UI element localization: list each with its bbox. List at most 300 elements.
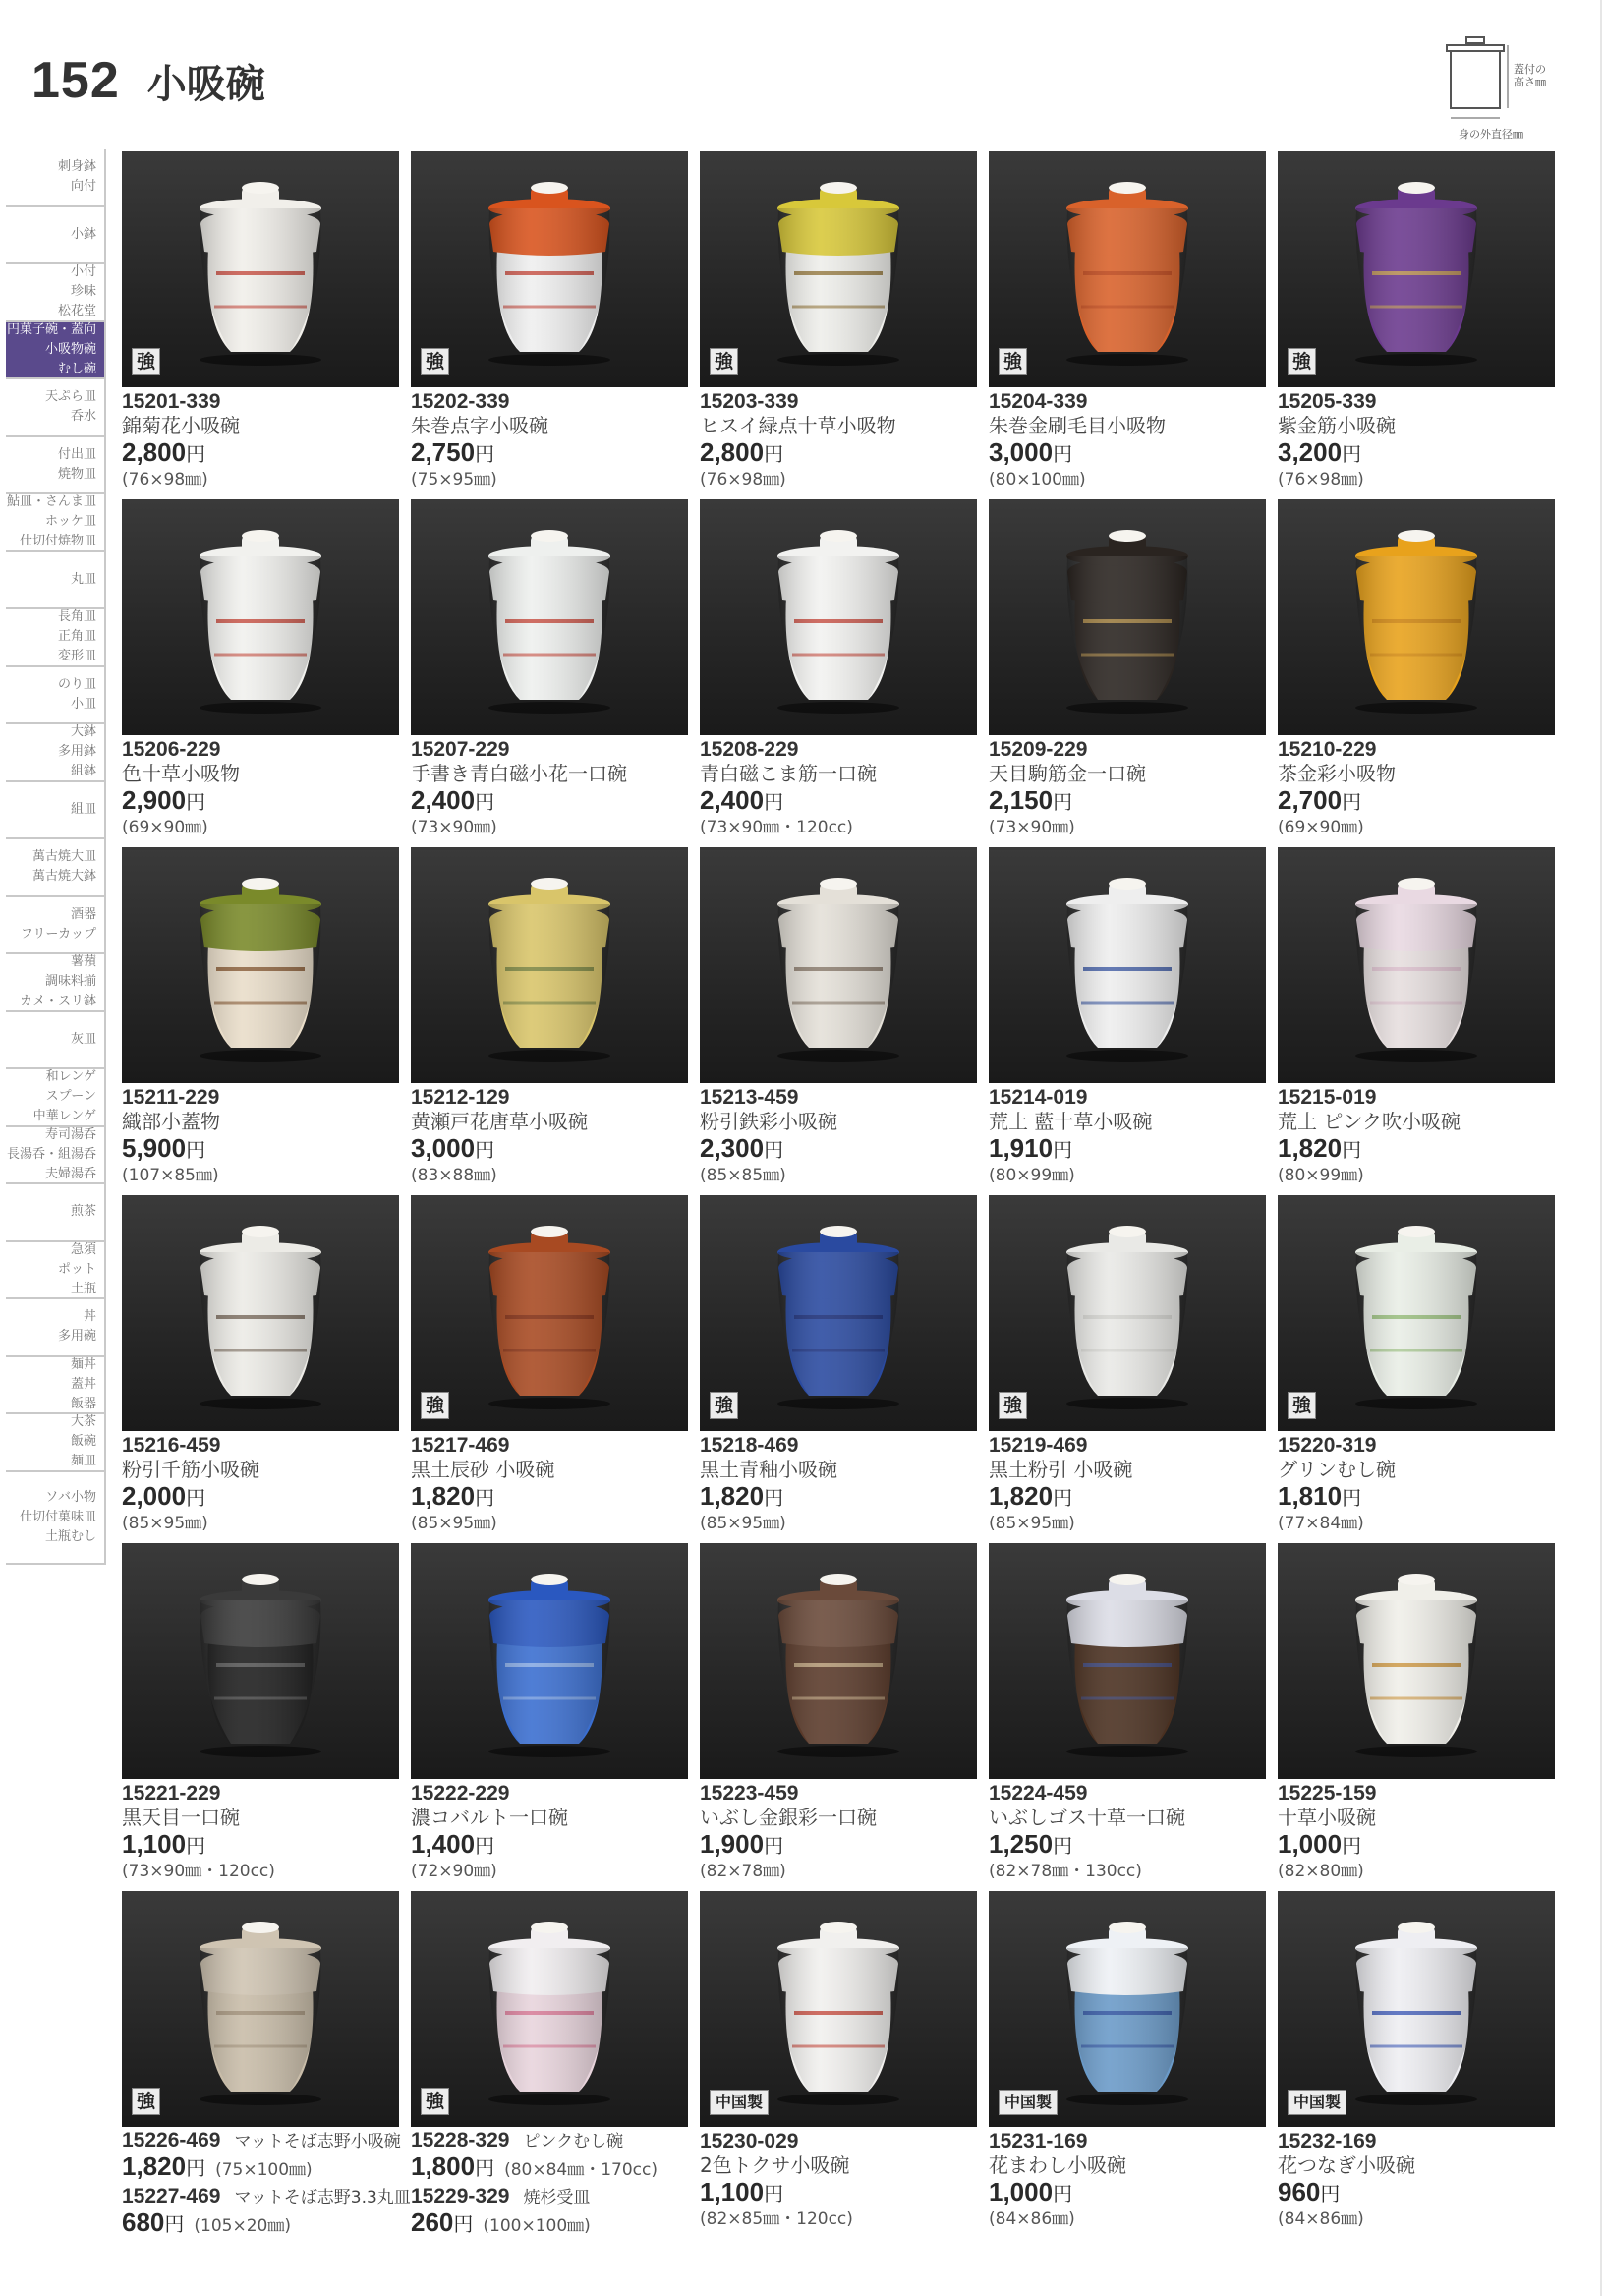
product-card[interactable] (989, 151, 1266, 490)
product-vessel (1343, 527, 1490, 718)
product-dimensions: (72×90㎜) (411, 1862, 497, 1881)
product-code: 15223-459 (700, 1782, 799, 1805)
product-photo[interactable] (1278, 1543, 1555, 1779)
lidded-bowl-image (1343, 1571, 1490, 1757)
sidebar-category[interactable] (6, 207, 106, 265)
product-dimensions: (85×95㎜) (122, 1514, 208, 1533)
currency-unit: 円 (1053, 792, 1073, 814)
lidded-bowl-image (1343, 527, 1490, 714)
product-card[interactable] (700, 847, 977, 1186)
product-card[interactable] (411, 1195, 688, 1534)
product-photo[interactable] (1278, 1891, 1555, 2127)
product-photo[interactable] (700, 499, 977, 735)
product-card[interactable] (700, 1891, 977, 2230)
product-photo[interactable] (1278, 499, 1555, 735)
product-code: 15224-459 (989, 1782, 1088, 1805)
currency-unit: 円 (764, 1140, 784, 1162)
product-line (411, 2127, 688, 2152)
product-dimensions: (82×78㎜) (700, 1862, 786, 1881)
product-code: 15232-169 (1278, 2130, 1377, 2152)
sidebar-category[interactable] (6, 954, 106, 1012)
product-card[interactable] (1278, 499, 1555, 838)
product-card[interactable] (700, 1543, 977, 1882)
product-price (700, 2178, 977, 2209)
lidded-bowl-image (476, 1919, 623, 2105)
product-card[interactable] (411, 847, 688, 1186)
product-dimensions: (73×90㎜) (411, 818, 497, 837)
sidebar-category-label: 組皿 (70, 801, 96, 817)
product-price (1278, 438, 1555, 469)
product-photo[interactable] (989, 1195, 1266, 1431)
product-name: 朱巻点字小吸碗 (411, 414, 548, 437)
product-card-set[interactable] (122, 1891, 411, 2239)
product-card[interactable] (989, 1891, 1266, 2230)
price-value: 2,900 (122, 785, 187, 815)
product-price-line (122, 2209, 399, 2239)
price-value: 2,750 (411, 437, 476, 467)
currency-unit: 円 (164, 2214, 185, 2236)
legend-diameter-label: 身の外直径㎜ (1459, 128, 1523, 141)
product-name: 花つなぎ小吸碗 (1278, 2153, 1415, 2177)
product-dimensions: (85×95㎜) (989, 1514, 1075, 1533)
product-card[interactable] (122, 1195, 399, 1534)
product-price (989, 1830, 1266, 1861)
product-price (700, 438, 977, 469)
product-dimensions: (84×86㎜) (1278, 2210, 1364, 2229)
sidebar-category[interactable] (6, 552, 106, 610)
lidded-bowl-image (1054, 1571, 1201, 1757)
product-price (411, 786, 688, 817)
product-photo[interactable] (122, 1195, 399, 1431)
price-value: 3,000 (411, 1133, 476, 1163)
product-name: 手書き青白磁小花一口碗 (411, 762, 627, 785)
currency-unit: 円 (186, 792, 206, 814)
currency-unit: 円 (1320, 2184, 1341, 2206)
lidded-bowl-image (476, 179, 623, 366)
price-value: 1,810 (1278, 1481, 1343, 1511)
product-vessel (476, 1571, 623, 1761)
product-name: ヒスイ緑点十草小吸物 (700, 414, 896, 437)
sidebar-category[interactable] (6, 1069, 106, 1127)
sidebar-category[interactable] (6, 1012, 106, 1070)
product-photo[interactable] (122, 847, 399, 1083)
lidded-bowl-image (765, 179, 912, 366)
product-photo[interactable] (411, 499, 688, 735)
product-dimensions: (76×98㎜) (122, 470, 208, 489)
product-photo[interactable] (122, 151, 399, 387)
product-vessel (187, 1571, 334, 1761)
product-card[interactable] (122, 847, 399, 1186)
product-card[interactable] (989, 1195, 1266, 1534)
sidebar-category[interactable] (6, 1242, 106, 1300)
sidebar-category-label: 大茶 飯碗 麺皿 (70, 1414, 96, 1469)
price-value: 1,000 (989, 2177, 1054, 2207)
product-photo[interactable] (411, 151, 688, 387)
product-vessel (476, 875, 623, 1065)
sidebar-category[interactable] (6, 322, 106, 380)
product-vessel (765, 1223, 912, 1413)
made-in-china-badge: 中国製 (710, 2090, 769, 2115)
sidebar-category-label: 和レンゲ スプーン 中華レンゲ (32, 1069, 96, 1124)
product-photo[interactable] (411, 1891, 688, 2127)
product-code: 15222-229 (411, 1782, 510, 1805)
product-code: 15221-229 (122, 1782, 221, 1805)
product-photo[interactable] (700, 1891, 977, 2127)
product-name: 天目駒筋金一口碗 (989, 762, 1146, 785)
page-title: 小吸碗 (146, 62, 265, 107)
lidded-bowl-image (1054, 527, 1201, 714)
price-value: 2,150 (989, 785, 1054, 815)
sidebar-category[interactable] (6, 1472, 106, 1565)
product-photo[interactable] (700, 1543, 977, 1779)
currency-unit: 円 (1053, 1488, 1073, 1510)
product-code: 15206-229 (122, 738, 221, 761)
product-line (122, 2127, 399, 2152)
product-code: 15220-319 (1278, 1434, 1377, 1457)
product-name: 粉引千筋小吸碗 (122, 1458, 259, 1481)
product-price (700, 1830, 977, 1861)
currency-unit: 円 (475, 1488, 495, 1510)
product-code: 15208-229 (700, 738, 799, 761)
product-vessel (187, 179, 334, 370)
product-price (122, 438, 399, 469)
sidebar-category-label: 丼 多用碗 (57, 1309, 96, 1345)
price-value: 2,400 (700, 785, 765, 815)
lidded-bowl-image (187, 527, 334, 714)
strength-badge: 強 (1288, 1392, 1316, 1419)
price-value: 2,300 (700, 1133, 765, 1163)
lidded-bowl-image (476, 1223, 623, 1409)
product-name: 黒土辰砂 小吸碗 (411, 1458, 555, 1481)
product-price (1278, 2178, 1555, 2209)
product-price-line (411, 2152, 688, 2183)
strength-badge: 強 (132, 348, 160, 375)
strength-badge: 強 (132, 2088, 160, 2115)
product-code: 15212-129 (411, 1086, 510, 1109)
product-vessel (1054, 1223, 1201, 1413)
price-value: 1,910 (989, 1133, 1054, 1163)
product-name: 青白磁こま筋一口碗 (700, 762, 877, 785)
lidded-bowl-image (765, 527, 912, 714)
lidded-bowl-image (1054, 1919, 1201, 2105)
product-photo[interactable] (1278, 1195, 1555, 1431)
product-price (411, 1134, 688, 1165)
product-dimensions: (80×100㎜) (989, 470, 1086, 489)
price-value: 1,820 (411, 1481, 476, 1511)
page-number: 152 (31, 52, 120, 109)
product-name: 粉引鉄彩小吸碗 (700, 1110, 837, 1133)
currency-unit: 円 (186, 1140, 206, 1162)
sidebar-category[interactable] (6, 1127, 106, 1185)
product-vessel (765, 179, 912, 370)
product-photo[interactable] (1278, 151, 1555, 387)
product-card[interactable] (411, 1543, 688, 1882)
product-vessel (476, 1919, 623, 2109)
product-photo[interactable] (989, 847, 1266, 1083)
price-value: 1,000 (1278, 1829, 1343, 1859)
sidebar-category[interactable] (6, 379, 106, 437)
sidebar-category[interactable] (6, 149, 106, 207)
product-name: 花まわし小吸碗 (989, 2153, 1126, 2177)
price-value: 1,250 (989, 1829, 1054, 1859)
product-dimensions: (85×95㎜) (700, 1514, 786, 1533)
sidebar-category[interactable] (6, 1184, 106, 1242)
product-vessel (476, 527, 623, 718)
product-dimensions: (76×98㎜) (1278, 470, 1364, 489)
product-photo[interactable] (989, 151, 1266, 387)
page-edge-divider (1600, 0, 1602, 2296)
product-name: マットそば志野3.3丸皿 (234, 2188, 411, 2208)
product-code: 15216-459 (122, 1434, 221, 1457)
product-price (700, 1482, 977, 1513)
strength-badge: 強 (421, 1392, 449, 1419)
price-value: 3,000 (989, 437, 1054, 467)
product-card[interactable] (122, 1543, 399, 1882)
sidebar-category-label: 大鉢 多用鉢 組鉢 (57, 724, 96, 779)
product-vessel (1054, 875, 1201, 1065)
product-dimensions: (76×98㎜) (700, 470, 786, 489)
sidebar-category[interactable] (6, 839, 106, 897)
product-price (1278, 1134, 1555, 1165)
sidebar-category-label: 刺身鉢 向付 (57, 159, 96, 195)
product-card[interactable] (700, 1195, 977, 1534)
product-price (1278, 1830, 1555, 1861)
sidebar-category-label: 薯蕷 調味料揃 カメ・スリ鉢 (19, 954, 96, 1009)
price-value: 1,820 (122, 2152, 187, 2181)
lidded-bowl-image (1054, 875, 1201, 1062)
product-dimensions: (82×78㎜・130cc) (989, 1862, 1142, 1881)
product-name: 焼杉受皿 (523, 2188, 591, 2208)
product-price (411, 1830, 688, 1861)
product-card[interactable] (1278, 151, 1555, 490)
product-photo[interactable] (122, 1891, 399, 2127)
product-photo[interactable] (411, 1543, 688, 1779)
product-card[interactable] (1278, 847, 1555, 1186)
product-card-set[interactable] (411, 1891, 688, 2239)
product-photo[interactable] (700, 151, 977, 387)
sidebar-category-label: 天ぷら皿 呑水 (44, 389, 96, 425)
product-dimensions: (83×88㎜) (411, 1166, 497, 1185)
lidded-bowl-image (187, 1223, 334, 1409)
product-code: 15218-469 (700, 1434, 799, 1457)
product-vessel (187, 1919, 334, 2109)
made-in-china-badge: 中国製 (1288, 2090, 1346, 2115)
sidebar-category[interactable] (6, 724, 106, 782)
product-code: 15227-469 (122, 2185, 221, 2208)
product-vessel (1343, 1223, 1490, 1413)
product-code: 15202-339 (411, 390, 510, 413)
sidebar-category-label: 丸皿 (70, 571, 96, 587)
product-photo[interactable] (411, 847, 688, 1083)
product-code: 15230-029 (700, 2130, 799, 2152)
currency-unit: 円 (1342, 1140, 1362, 1162)
sidebar-category-label: 付出皿 焼物皿 (57, 446, 96, 482)
sidebar-category-label: 急須 ポット 土瓶 (57, 1241, 96, 1296)
product-photo[interactable] (989, 1543, 1266, 1779)
sidebar-category[interactable] (6, 264, 106, 322)
product-code: 15217-469 (411, 1434, 510, 1457)
product-photo[interactable] (989, 1891, 1266, 2127)
product-line (411, 2183, 688, 2209)
legend-height-label: 蓋付の 高さ㎜ (1514, 63, 1546, 88)
currency-unit: 円 (764, 1488, 784, 1510)
product-dimensions: (80×99㎜) (1278, 1166, 1364, 1185)
product-price (989, 786, 1266, 817)
size-legend (1437, 33, 1584, 142)
price-value: 960 (1278, 2177, 1321, 2207)
product-dimensions: (73×90㎜・120cc) (122, 1862, 275, 1881)
product-card[interactable] (989, 499, 1266, 838)
product-name: 色十草小吸物 (122, 762, 240, 785)
lidded-bowl-image (476, 527, 623, 714)
product-vessel (1343, 875, 1490, 1065)
product-card[interactable] (1278, 1195, 1555, 1534)
sidebar-category[interactable] (6, 1357, 106, 1415)
product-card[interactable] (122, 151, 399, 490)
currency-unit: 円 (475, 792, 495, 814)
price-value: 2,800 (122, 437, 187, 467)
product-dimensions: (85×85㎜) (700, 1166, 786, 1185)
sidebar-category-label: 鮎皿・さんま皿 ホッケ皿 仕切付焼物皿 (6, 494, 96, 549)
product-name: ピンクむし碗 (523, 2132, 624, 2152)
strength-badge: 強 (710, 1392, 738, 1419)
sidebar-category-label: 酒器 フリーカップ (20, 906, 96, 942)
price-value: 1,800 (411, 2152, 476, 2181)
product-vessel (765, 527, 912, 718)
product-dimensions: (85×95㎜) (411, 1514, 497, 1533)
product-photo[interactable] (411, 1195, 688, 1431)
product-price (411, 2208, 473, 2237)
currency-unit: 円 (1342, 1488, 1362, 1510)
currency-unit: 円 (186, 444, 206, 466)
product-code: 15215-019 (1278, 1086, 1377, 1109)
product-code: 15214-019 (989, 1086, 1088, 1109)
product-price (700, 1134, 977, 1165)
product-photo[interactable] (122, 499, 399, 735)
lidded-bowl-image (765, 1919, 912, 2105)
product-vessel (1343, 179, 1490, 370)
made-in-china-badge: 中国製 (999, 2090, 1058, 2115)
lidded-bowl-image (1343, 179, 1490, 366)
product-vessel (1054, 179, 1201, 370)
price-value: 1,900 (700, 1829, 765, 1859)
product-price (122, 2208, 184, 2237)
currency-unit: 円 (475, 444, 495, 466)
price-value: 260 (411, 2208, 454, 2237)
sidebar-category[interactable] (6, 1299, 106, 1357)
product-photo[interactable] (700, 847, 977, 1083)
currency-unit: 円 (186, 1836, 206, 1858)
product-price (411, 2152, 494, 2181)
product-card[interactable] (989, 1543, 1266, 1882)
sidebar-category[interactable] (6, 494, 106, 552)
product-card[interactable] (989, 847, 1266, 1186)
product-vessel (1343, 1919, 1490, 2109)
sidebar-category-label: 煎茶 (70, 1204, 96, 1220)
currency-unit: 円 (1053, 1140, 1073, 1162)
lidded-bowl-image (187, 179, 334, 366)
product-name: マットそば志野小吸碗 (234, 2132, 401, 2152)
sidebar-category-label: 寿司湯呑 長湯呑・組湯呑 夫婦湯呑 (6, 1126, 96, 1181)
sidebar-category[interactable] (6, 1414, 106, 1472)
product-vessel (765, 1571, 912, 1761)
product-card[interactable] (122, 499, 399, 838)
product-code: 15204-339 (989, 390, 1088, 413)
product-photo[interactable] (700, 1195, 977, 1431)
sidebar-category[interactable] (6, 782, 106, 840)
product-dimensions: (73×90㎜) (989, 818, 1075, 837)
lidded-bowl-image (1343, 1223, 1490, 1409)
product-name: 紫金筋小吸碗 (1278, 414, 1396, 437)
product-name: 錦菊花小吸碗 (122, 414, 240, 437)
lidded-bowl-image (1054, 179, 1201, 366)
product-price (122, 1134, 399, 1165)
product-card[interactable] (700, 151, 977, 490)
product-code: 15207-229 (411, 738, 510, 761)
product-name: 朱巻金刷毛目小吸物 (989, 414, 1166, 437)
product-code: 15226-469 (122, 2129, 221, 2152)
product-name: 2色トクサ小吸碗 (700, 2153, 850, 2177)
price-value: 2,000 (122, 1481, 187, 1511)
product-price (122, 786, 399, 817)
product-dimensions: (69×90㎜) (1278, 818, 1364, 837)
currency-unit: 円 (475, 2158, 495, 2180)
product-code: 15201-339 (122, 390, 221, 413)
product-dimensions: (105×20㎜) (194, 2216, 291, 2236)
product-photo[interactable] (989, 499, 1266, 735)
sidebar-category-label: 円菓子碗・蓋向 小吸物碗 むし碗 (6, 321, 96, 376)
currency-unit: 円 (1053, 1836, 1073, 1858)
product-vessel (765, 1919, 912, 2109)
currency-unit: 円 (764, 792, 784, 814)
sidebar-category[interactable] (6, 667, 106, 725)
product-code: 15203-339 (700, 390, 799, 413)
lidded-bowl-image (1343, 875, 1490, 1062)
product-name: グリンむし碗 (1278, 1458, 1396, 1481)
sidebar-category[interactable] (6, 437, 106, 495)
product-card[interactable] (1278, 1891, 1555, 2230)
product-price (989, 438, 1266, 469)
price-value: 5,900 (122, 1133, 187, 1163)
product-photo[interactable] (122, 1543, 399, 1779)
sidebar-category-label: ソバ小物 仕切付菓味皿 土瓶むし (19, 1489, 96, 1544)
price-value: 1,820 (700, 1481, 765, 1511)
product-price (700, 786, 977, 817)
product-name: 十草小吸碗 (1278, 1806, 1376, 1829)
sidebar-category[interactable] (6, 897, 106, 955)
product-vessel (765, 875, 912, 1065)
product-price (1278, 786, 1555, 817)
lidded-bowl-image (1054, 1223, 1201, 1409)
product-card[interactable] (1278, 1543, 1555, 1882)
lidded-bowl-image (765, 1571, 912, 1757)
product-card[interactable] (411, 151, 688, 490)
currency-unit: 円 (1342, 1836, 1362, 1858)
product-card[interactable] (700, 499, 977, 838)
product-code: 15211-229 (122, 1086, 220, 1109)
strength-badge: 強 (999, 1392, 1027, 1419)
product-name: いぶしゴス十草一口碗 (989, 1806, 1185, 1829)
product-code: 15228-329 (411, 2129, 510, 2152)
product-vessel (1054, 1571, 1201, 1761)
product-vessel (187, 875, 334, 1065)
product-card[interactable] (411, 499, 688, 838)
product-photo[interactable] (1278, 847, 1555, 1083)
sidebar-category[interactable] (6, 609, 106, 667)
lidded-bowl-image (1343, 1919, 1490, 2105)
product-dimensions: (80×84㎜・170cc) (504, 2160, 658, 2180)
product-code: 15210-229 (1278, 738, 1377, 761)
